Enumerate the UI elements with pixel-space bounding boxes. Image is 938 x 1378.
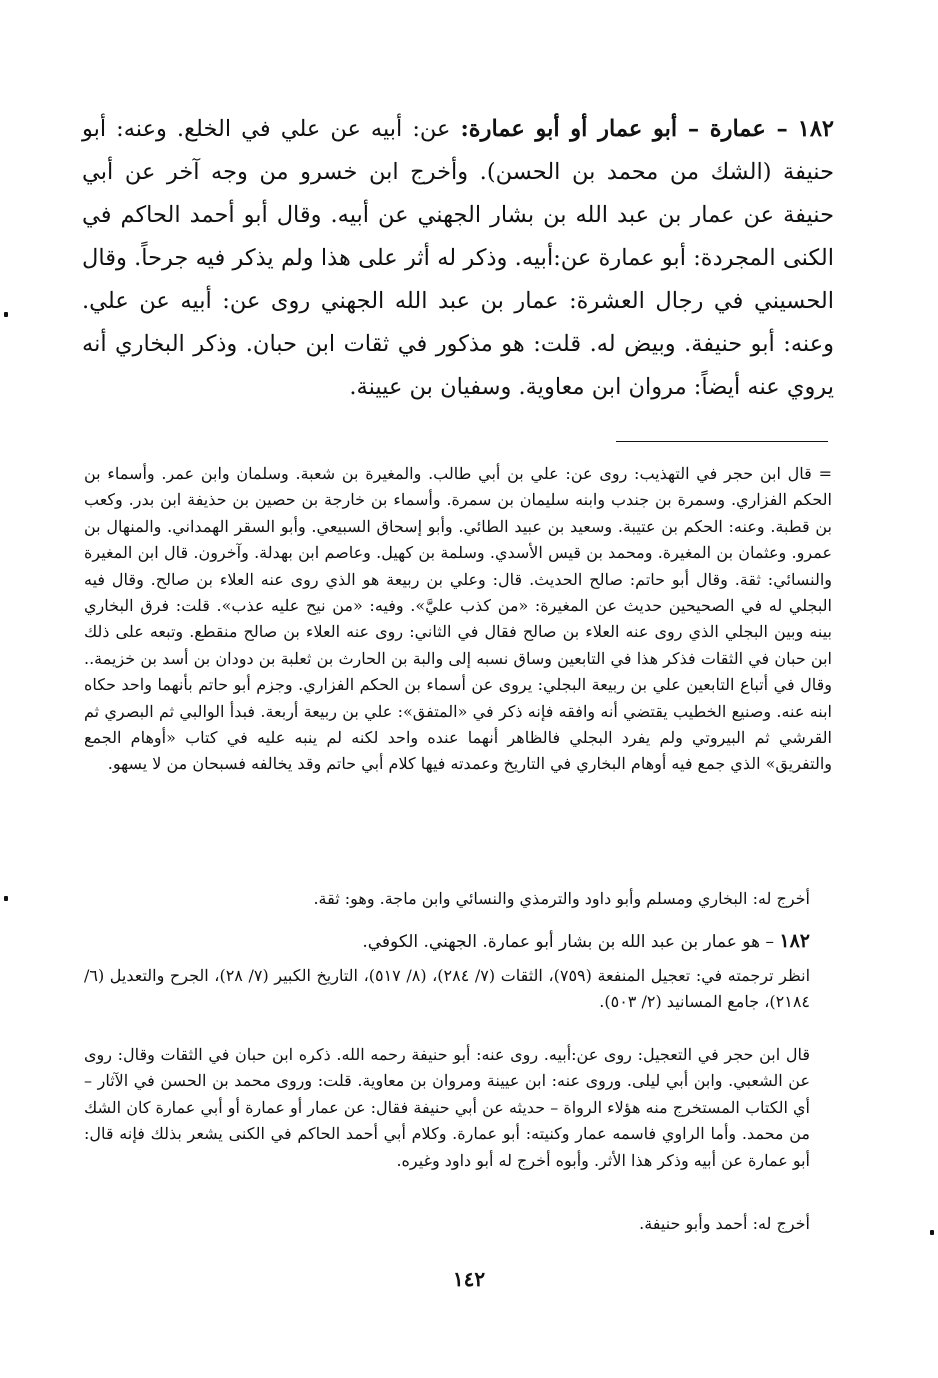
- footnote-2-entry-number: ١٨٢: [779, 930, 810, 952]
- footnote-2-references-block: [84, 963, 832, 1016]
- page-number: ١٤٢: [452, 1267, 486, 1291]
- scan-mark: [4, 896, 8, 901]
- footnote-2-takhrij: أخرج له: أحمد وأبو حنيفة.: [639, 1214, 810, 1233]
- footnote-1-takhrij-block: [84, 886, 832, 912]
- footnote-2-takhrij-block: [84, 1211, 832, 1237]
- footnote-2-paragraph: قال ابن حجر في التعجيل: روى عن:أبيه. روى عنه: أبو حنيفة رحمه الله. ذكره ابن حبان في الثقات وقال: روى عن الشعبي. وابن أبي ليلى. وروى عنه: ابن عيينة ومروان بن معاوية. قلت: وروى محمد بن الحسن في الآثار – أي الكتاب المستخرج منه هؤلاء الرواة – حديثه عن أبي حنيفة فقال: عن عمار أو عمارة أو أبي عمارة كان الشك من محمد. وأما الراوي فاسمه عمار وكنيته: أبو عمارة. وكلام أبي أحمد الحاكم في الكنى يشعر بذلك فإنه قال: أبو عمارة عن أبيه وذكر هذا الأثر. وأبوه أخرج له أبو داود وغيره.: [84, 1045, 811, 1170]
- footnote-2-paragraph-block: [84, 1042, 832, 1174]
- entry-body: عن: أبيه عن علي في الخلع. وعنه: أبو حنيفة (الشك من محمد بن الحسن). وأخرج ابن خسرو من وجه آخر عن أبي حنيفة عن عمار بن عبد الله بن بشار الجهني عن أبيه. وقال أبو أحمد الحاكم في الكنى المجردة: أبو عمارة عن:أبيه. وذكر له أثر على هذا ولم يذكر فيه جرحاً. وقال الحسيني في رجال العشرة: عمار بن عبد الله الجهني روى عن: أبيه عن علي. وعنه: أبو حنيفة. وبيض له. قلت: هو مذكور في ثقات ابن حبان. وذكر البخاري أنه يروي عنه أيضاً: مروان ابن معاوية. وسفيان بن عيينة.: [82, 116, 834, 400]
- main-entry: [82, 108, 834, 409]
- footnote-separator: [616, 441, 828, 442]
- scan-mark: [930, 1230, 934, 1235]
- entry-heading: – عمارة – أبو عمار أو أبو عمارة:: [460, 116, 788, 142]
- footnote-1: [84, 461, 832, 778]
- scan-mark: [4, 312, 8, 317]
- footnote-1-takhrij: أخرج له: البخاري ومسلم وأبو داود والترمذي والنسائي وابن ماجة. وهو: ثقة.: [313, 889, 810, 908]
- footnote-2-entry: [84, 928, 832, 955]
- entry-number: ١٨٢: [797, 116, 834, 142]
- footnote-2-references: انظر ترجمته في: تعجيل المنفعة (٧٥٩)، الثقات (٧/ ٢٨٤)، (٨/ ٥١٧)، التاريخ الكبير (٧/ ٢٨)، الجرح والتعديل (٦/ ٢١٨٤)، جامع المسانيد (٢/ ٥٠٣).: [84, 966, 811, 1012]
- footnote-2-entry-text: – هو عمار بن عبد الله بن بشار أبو عمارة. الجهني. الكوفي.: [362, 932, 774, 952]
- footnote-1-paragraph: = قال ابن حجر في التهذيب: روى عن: علي بن أبي طالب. والمغيرة بن شعبة. وسلمان وابن عمر. وأسماء بن الحكم الفزاري. وسمرة بن جندب وابنه سليمان بن سمرة. وأسماء بن خارجة بن حصين بن حذيفة ابن بدر. وكعب بن قطبة. وعنه: الحكم بن عتيبة. وسعيد بن عبيد الطائي. وأبو إسحاق السبيعي. وأبو السقر الهمداني. والمنهال بن عمرو. وعثمان بن المغيرة. ومحمد بن قيس الأسدي. وسلمة بن كهيل. وعاصم ابن بهدلة. وآخرون. قال ابن المغيرة والنسائي: ثقة. وقال أبو حاتم: صالح الحديث. قال: وعلي بن ربيعة هو الذي روى عنه العلاء بن صالح. وقال فيه البجلي له في الصحيحين حديث عن المغيرة: «من كذب عليَّ». وفيه: «من نيح عليه عذب». قلت: فرق البخاري بينه وبين البجلي الذي روى عنه العلاء بن صالح فقال في الثاني: روى عنه العلاء بن صالح منقطع. وتبعه على ذلك ابن حبان في الثقات فذكر هذا في التابعين وساق نسبه إلى والبة بن الحارث بن ثعلبة بن دودان بن أسد بن خزيمة.. وقال في أتباع التابعين علي بن ربيعة البجلي: يروى عن أسماء بن الحكم الفزاري. وجزم أبو حاتم بأنهما واحد حكاه ابنه عنه. وصنيع الخطيب يقتضي أنه وافقه فإنه ذكر في «المتفق»: علي بن ربيعة أربعة. فبدأ الوالبي ثم البصري ثم القرشي ثم البيروتي ولم يفرد البجلي فالظاهر أنهما عنده واحد لكنه لم ينبه عليه في كتاب «أوهام الجمع والتفريق» الذي جمع فيه أوهام البخاري في التاريخ وعمدته فيها كلام أبي حاتم وقد يخالفه فسبحان من لا يسهو.: [84, 464, 832, 774]
